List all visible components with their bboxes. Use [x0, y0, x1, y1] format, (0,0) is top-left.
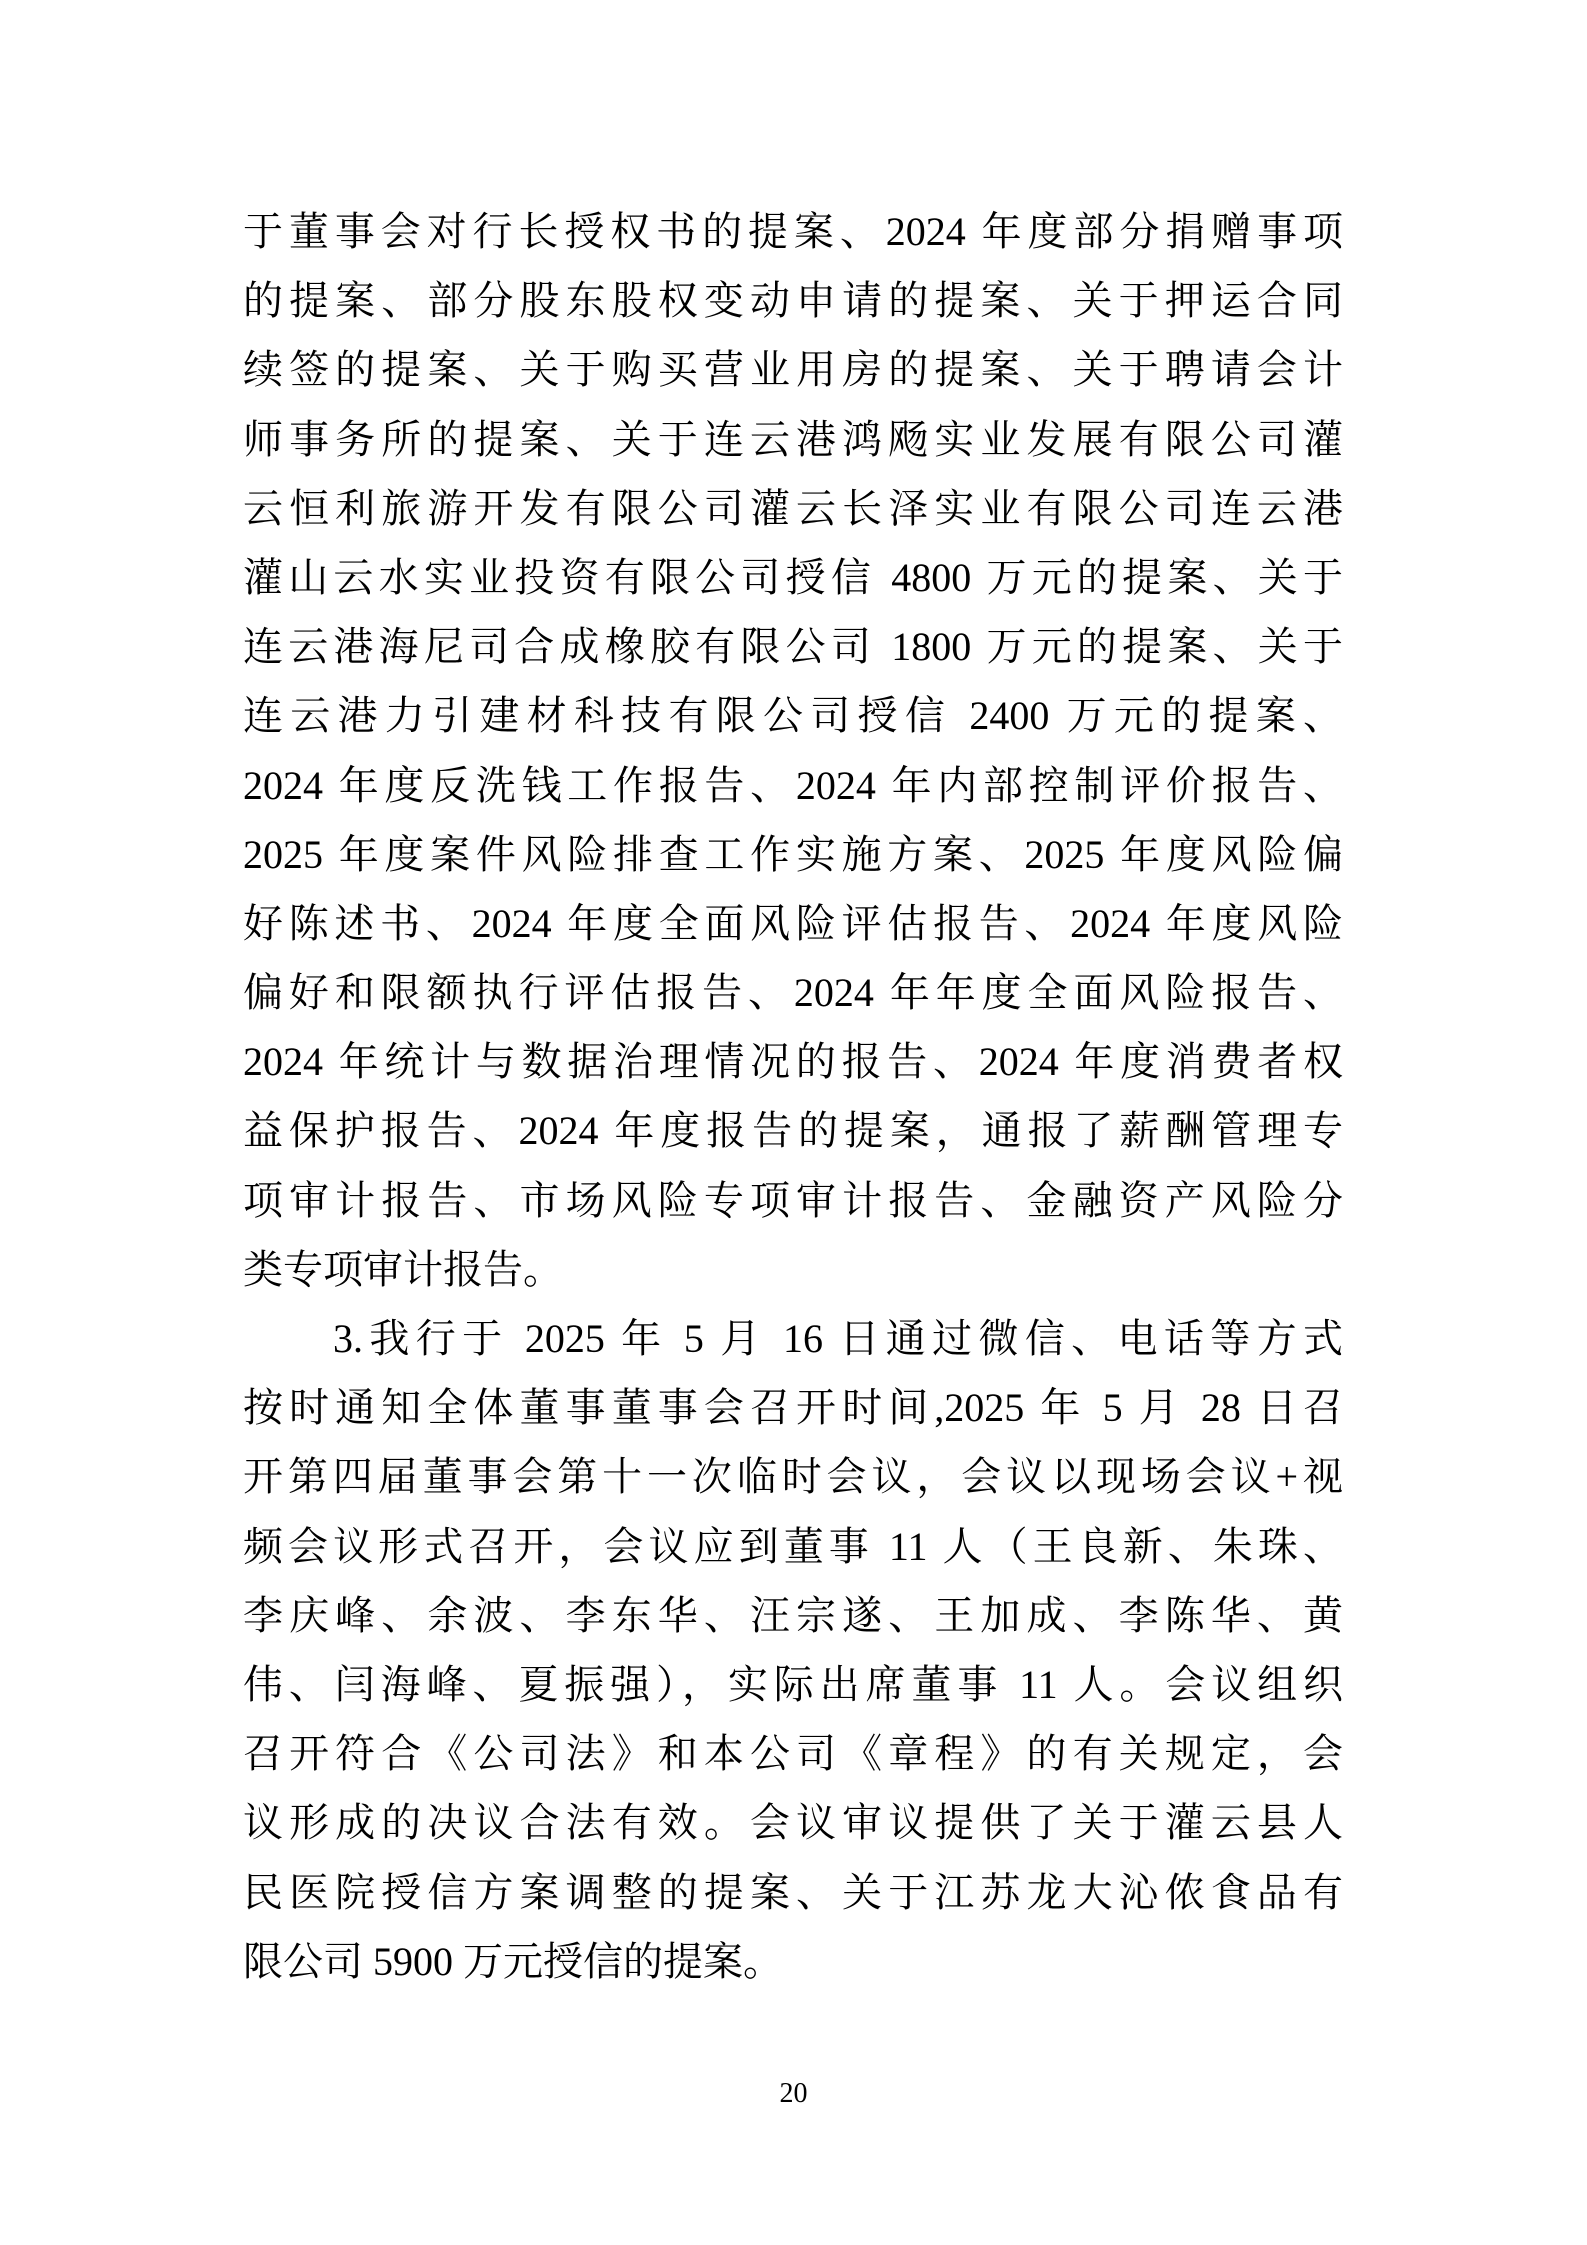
body-text [243, 197, 1343, 1996]
text-line: 2024 年度反洗钱工作报告、2024 年内部控制评价报告、 [243, 762, 1343, 808]
text-line: 类专项审计报告。 [243, 1246, 563, 1292]
text-line: 偏好和限额执行评估报告、2024 年年度全面风险报告、 [243, 970, 1343, 1016]
paragraph [243, 1304, 1343, 1996]
text-line: 李庆峰、余波、李东华、汪宗遂、王加成、李陈华、黄 [243, 1592, 1343, 1638]
text-line: 续签的提案、关于购买营业用房的提案、关于聘请会计 [243, 347, 1343, 393]
paragraph [243, 197, 1343, 1304]
text-line: 按时通知全体董事董事会召开时间,2025 年 5 月 28 日召 [243, 1385, 1343, 1431]
text-line: 限公司 5900 万元授信的提案。 [243, 1938, 783, 1984]
text-line: 伟、闫海峰、夏振强），实际出席董事 11 人。会议组织 [243, 1661, 1343, 1707]
text-line: 频会议形式召开，会议应到董事 11 人（王良新、朱珠、 [243, 1523, 1343, 1569]
text-line: 于董事会对行长授权书的提案、2024 年度部分捐赠事项 [243, 209, 1343, 254]
text-line: 灌山云水实业投资有限公司授信 4800 万元的提案、关于 [243, 554, 1343, 600]
text-line: 3.我行于 2025 年 5 月 16 日通过微信、电话等方式 [333, 1316, 1343, 1361]
text-line: 召开符合《公司法》和本公司《章程》的有关规定，会 [243, 1731, 1343, 1777]
text-line: 益保护报告、2024 年度报告的提案，通报了薪酬管理专 [243, 1108, 1343, 1154]
page-number: 20 [779, 2078, 808, 2109]
text-line: 好陈述书、2024 年度全面风险评估报告、2024 年度风险 [243, 900, 1343, 946]
text-line: 连云港力引建材科技有限公司授信 2400 万元的提案、 [243, 693, 1343, 739]
text-line: 2024 年统计与数据治理情况的报告、2024 年度消费者权 [243, 1039, 1343, 1085]
text-line: 民医院授信方案调整的提案、关于江苏龙大沁侬食品有 [243, 1869, 1343, 1915]
text-line: 的提案、部分股东股权变动申请的提案、关于押运合同 [243, 278, 1343, 324]
text-line: 开第四届董事会第十一次临时会议，会议以现场会议+视 [243, 1454, 1343, 1500]
text-line: 连云港海尼司合成橡胶有限公司 1800 万元的提案、关于 [243, 624, 1343, 670]
text-line: 师事务所的提案、关于连云港鸿飏实业发展有限公司灌 [243, 416, 1343, 462]
text-line: 项审计报告、市场风险专项审计报告、金融资产风险分 [243, 1177, 1343, 1223]
text-line: 云恒利旅游开发有限公司灌云长泽实业有限公司连云港 [243, 485, 1343, 531]
text-line: 2025 年度案件风险排查工作实施方案、2025 年度风险偏 [243, 831, 1343, 877]
text-line: 议形成的决议合法有效。会议审议提供了关于灌云县人 [243, 1800, 1343, 1846]
